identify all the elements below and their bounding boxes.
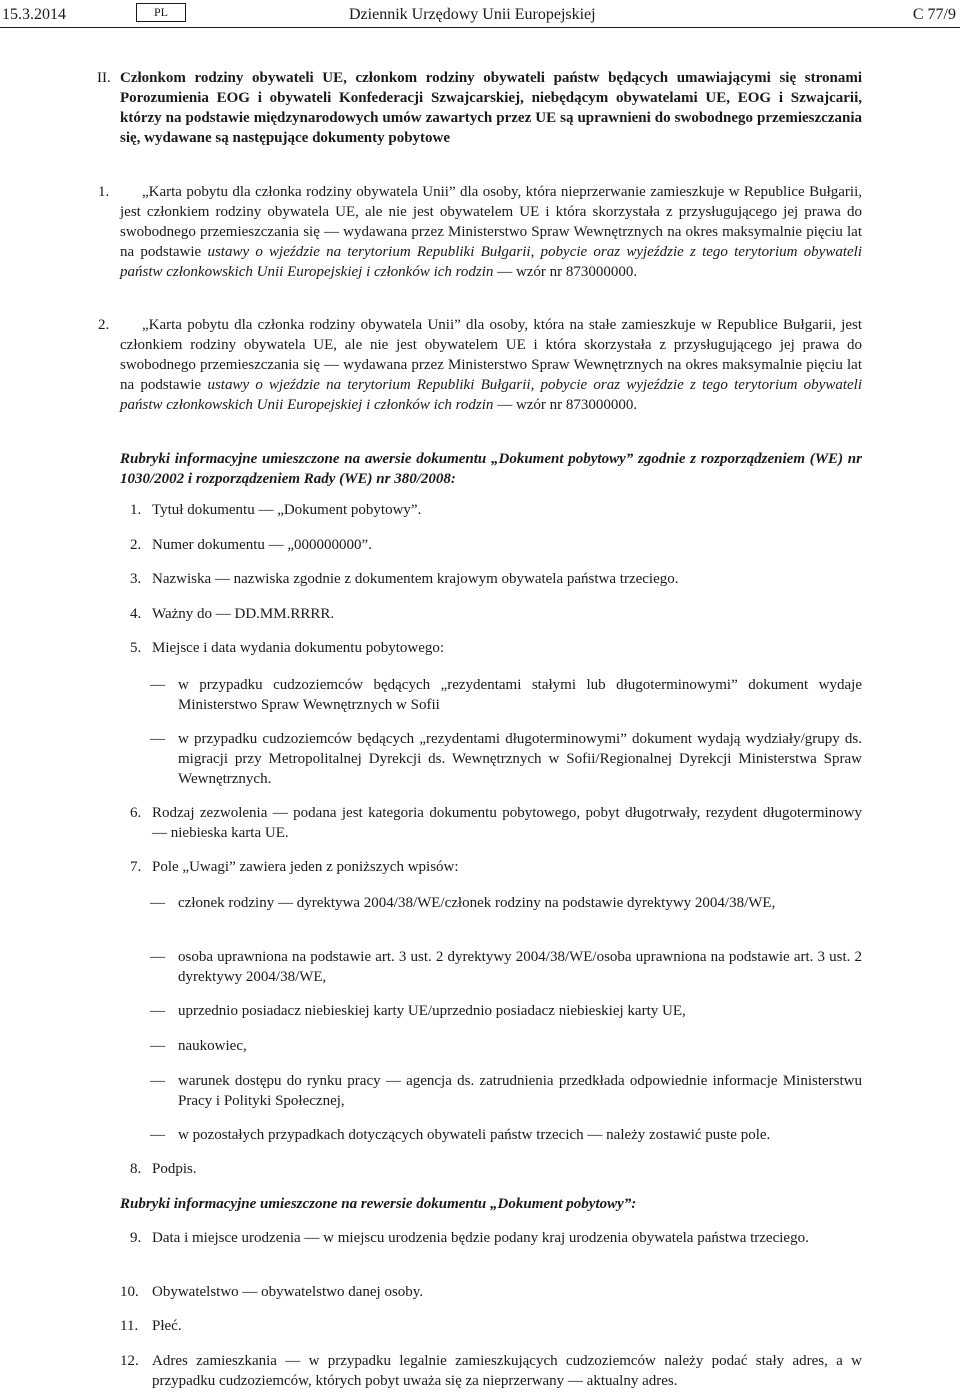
- bullet-text: w przypadku cudzoziemców będących „rezydentami stałymi lub długoterminowymi” dokument wydaje Ministerstwo Spraw Wewnętrznych w Sofii: [178, 677, 862, 713]
- item-number: 8.: [130, 1161, 142, 1177]
- dash-bullet: —: [150, 1073, 165, 1089]
- item-number: 4.: [130, 606, 142, 622]
- section-heading: Członkom rodziny obywateli UE, członkom rodziny obywateli państw będących umawiającymi się stronami Porozumienia EOG i obywateli Konfederacji Szwajcarskiej, niebędącym obywatelami UE, EOG i Szwajcarii, którzy na podstawie międzynarodowych umów zawartych przez UE są uprawnieni do swobodnego przemieszczania się, wydawane są następujące dokumenty pobytowe: [120, 70, 862, 146]
- language-box: PL: [136, 3, 186, 22]
- item-number: 5.: [130, 640, 142, 656]
- bullet-text: warunek dostępu do rynku pracy — agencja ds. zatrudnienia przedkłada odpowiednie informacje Ministerstwu Pracy i Polityki Społecznej,: [178, 1073, 862, 1109]
- dash-bullet: —: [150, 1003, 165, 1019]
- journal-title: Dziennik Urzędowy Unii Europejskiej: [349, 6, 596, 23]
- document-type-1-number: 1.: [98, 184, 110, 200]
- document-type-2-text: „Karta pobytu dla członka rodziny obywatela Unii” dla osoby, która na stałe zamieszkuje w Republice Bułgarii, jest członkiem rodziny obywatela UE, ale nie jest obywatelem UE i która skorzystała z przysługującego jej prawa do swobodnego przemieszczania się — wydawana przez Ministerstwo Spraw Wewnętrznych na okres maksymalnie pięciu lat na podstawie: [120, 317, 862, 393]
- dash-bullet: —: [150, 731, 165, 747]
- document-type-1-act: ustawy o wjeździe na terytorium Republiki Bułgarii, pobycie oraz wyjeździe z tego terytorium obywateli państw członkowskich Unii Europejskiej i członków ich rodzin: [120, 244, 863, 280]
- bullet-text: uprzednio posiadacz niebieskiej karty UE/uprzednio posiadacz niebieskiej karty UE,: [178, 1003, 686, 1019]
- header-rule: [0, 27, 960, 28]
- front-fields-heading: Rubryki informacyjne umieszczone na awersie dokumentu „Dokument pobytowy” zgodnie z rozporządzeniem (WE) nr 1030/2002 i rozporządzeniem Rady (WE) nr 380/2008:: [120, 451, 862, 487]
- bullet-text: w przypadku cudzoziemców będących „rezydentami długoterminowymi” dokument wydają wydziały/grupy ds. migracji przy Metropolitalnej Dyrekcji ds. Wewnętrznych w Sofii/Regionalnej Dyrekcji Ministerstwa Spraw Wewnętrznych.: [178, 731, 862, 787]
- item-number: 2.: [130, 537, 142, 553]
- item-number: 12.: [120, 1353, 139, 1369]
- section-number: II.: [97, 70, 111, 86]
- dash-bullet: —: [150, 949, 165, 965]
- item-number: 9.: [130, 1230, 142, 1246]
- dash-bullet: —: [150, 1038, 165, 1054]
- item-text: Data i miejsce urodzenia — w miejscu urodzenia będzie podany kraj urodzenia obywatela państwa trzeciego.: [152, 1230, 809, 1246]
- document-type-1-text: „Karta pobytu dla członka rodziny obywatela Unii” dla osoby, która nieprzerwanie zamieszkuje w Republice Bułgarii, jest członkiem rodziny obywatela UE, ale nie jest obywatelem UE i która skorzystała z przysługującego jej prawa do swobodnego przemieszczania się — wydawana przez Ministerstwo Spraw Wewnętrznych na okres maksymalnie pięciu lat na podstawie: [120, 184, 862, 260]
- item-text: Podpis.: [152, 1161, 197, 1177]
- dash-bullet: —: [150, 895, 165, 911]
- item-text: Adres zamieszkania — w przypadku legalnie zamieszkujących cudzoziemców należy podać stały adres, a w przypadku cudzoziemców, których pobyt uważa się za nieprzerwany — aktualny adres.: [152, 1353, 862, 1389]
- item-number: 1.: [130, 502, 142, 518]
- item-number: 6.: [130, 805, 142, 821]
- document-type-1: [98, 182, 863, 282]
- page-number: C 77/9: [912, 6, 956, 23]
- item-text: Tytuł dokumentu — „Dokument pobytowy”.: [152, 502, 422, 518]
- item-number: 7.: [130, 859, 142, 875]
- dash-bullet: —: [150, 677, 165, 693]
- item-text: Płeć.: [152, 1318, 182, 1334]
- document-type-1-model: — wzór nr 873000000.: [493, 264, 638, 280]
- document-type-2-number: 2.: [98, 317, 110, 333]
- document-type-2-model: — wzór nr 873000000.: [493, 397, 638, 413]
- item-text: Rodzaj zezwolenia — podana jest kategoria dokumentu pobytowego, pobyt długotrwały, rezydent długoterminowy — niebieska karta UE.: [152, 805, 862, 841]
- bullet-text: osoba uprawniona na podstawie art. 3 ust. 2 dyrektywy 2004/38/WE/osoba uprawniona na podstawie art. 3 ust. 2 dyrektywy 2004/38/WE,: [178, 949, 862, 985]
- item-text: Nazwiska — nazwiska zgodnie z dokumentem krajowym obywatela państwa trzeciego.: [152, 571, 679, 587]
- item-number: 11.: [120, 1318, 139, 1334]
- document-type-2-act: ustawy o wjeździe na terytorium Republiki Bułgarii, pobycie oraz wyjeździe z tego terytorium obywateli państw członkowskich Unii Europejskiej i członków ich rodzin: [120, 377, 863, 413]
- item-text: Obywatelstwo — obywatelstwo danej osoby.: [152, 1284, 424, 1300]
- item-text: Ważny do — DD.MM.RRRR.: [152, 606, 335, 622]
- dash-bullet: —: [150, 1127, 165, 1143]
- item-number: 3.: [130, 571, 142, 587]
- bullet-text: naukowiec,: [178, 1038, 247, 1054]
- item-number: 10.: [120, 1284, 139, 1300]
- page-header: [0, 2, 960, 28]
- item-text: Miejsce i data wydania dokumentu pobytowego:: [152, 640, 445, 656]
- document-type-2: [98, 315, 863, 415]
- bullet-text: w pozostałych przypadkach dotyczących obywateli państw trzecich — należy zostawić puste pole.: [178, 1127, 771, 1143]
- bullet-text: członek rodziny — dyrektywa 2004/38/WE/członek rodziny na podstawie dyrektywy 2004/38/WE,: [178, 895, 776, 911]
- header-date: 15.3.2014: [2, 6, 66, 23]
- back-fields-heading: Rubryki informacyjne umieszczone na rewersie dokumentu „Dokument pobytowy”:: [120, 1196, 637, 1212]
- item-text: Pole „Uwagi” zawiera jeden z poniższych wpisów:: [152, 859, 459, 875]
- item-text: Numer dokumentu — „000000000”.: [152, 537, 372, 553]
